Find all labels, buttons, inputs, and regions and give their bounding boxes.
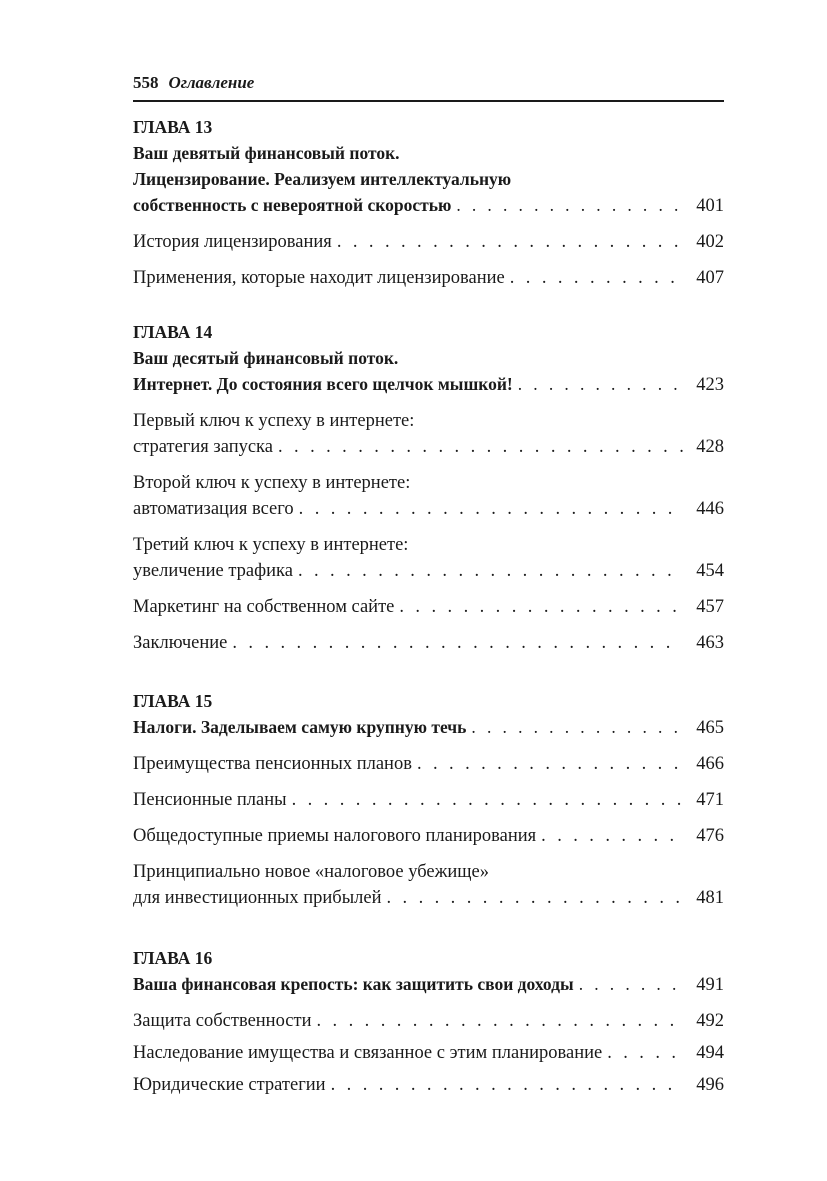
chapter-title [133,345,724,398]
toc-entry-text: История лицензирования [133,232,332,252]
toc-entry-text: Общедоступные приемы налогового планирования [133,826,537,846]
dot-leader [607,1040,683,1066]
toc-entry [133,408,724,460]
toc-page-number: 481 [696,888,724,908]
toc-entry-line: Принципиально новое «налоговое убежище» [133,862,489,882]
toc-entry-text: Применения, которые находит лицензирование [133,268,505,288]
toc-entry [133,1008,724,1034]
dot-leader [518,371,683,397]
toc-entry-line: Первый ключ к успеху в интернете: [133,411,415,431]
toc-page-number: 491 [696,975,724,995]
chapter-title-line: Интернет. До состояния всего щелчок мышкой! [133,374,513,394]
chapter-14 [133,319,724,656]
dot-leader [299,496,683,522]
toc-entry-text: Заключение [133,633,228,653]
toc-page-number: 401 [696,196,724,216]
dot-leader [278,434,683,460]
toc-page-number: 492 [696,1011,724,1031]
chapter-15 [133,688,724,911]
page-number: 558 [133,73,159,92]
toc-entry [133,470,724,522]
toc-page-number: 494 [696,1043,724,1063]
toc-entry [133,594,724,620]
chapter-title [133,140,724,219]
chapter-label: ГЛАВА 13 [133,117,213,137]
toc-entry-text: Маркетинг на собственном сайте [133,597,395,617]
dot-leader [317,1008,684,1034]
toc-entry-text: Пенсионные планы [133,790,287,810]
toc-page-number: 496 [696,1075,724,1095]
toc-entry [133,859,724,911]
toc-page-number: 428 [696,437,724,457]
toc-entry [133,751,724,777]
chapter-title-line: Ваша финансовая крепость: как защитить свои доходы [133,974,574,994]
toc-page-number: 423 [696,375,724,395]
toc-entry-text: Преимущества пенсионных планов [133,754,412,774]
dot-leader [541,823,683,849]
toc-entry [133,1040,724,1066]
dot-leader [331,1072,683,1098]
chapter-title-line: Налоги. Заделываем самую крупную течь [133,717,467,737]
toc-page-number: 476 [696,826,724,846]
toc-entry-text: автоматизация всего [133,499,294,519]
chapter-title-line: Ваш девятый финансовый поток. [133,143,400,163]
toc-entry [133,532,724,584]
chapter-title [133,714,724,741]
chapter-label: ГЛАВА 16 [133,948,213,968]
toc-page-number: 454 [696,561,724,581]
chapter-title [133,971,724,998]
running-header [133,72,724,102]
toc-entry [133,787,724,813]
header-title: Оглавление [168,73,255,92]
toc-entry-text: Защита собственности [133,1011,312,1031]
toc-entry [133,823,724,849]
toc-page-number: 466 [696,754,724,774]
chapter-title-line: Лицензирование. Реализуем интеллектуальную [133,169,512,189]
toc-entry [133,630,724,656]
dot-leader [337,229,683,255]
dot-leader [456,192,683,218]
toc-page-number: 407 [696,268,724,288]
dot-leader [471,714,683,740]
chapter-16 [133,945,724,1098]
toc-entry [133,1072,724,1098]
toc-entry-text: стратегия запуска [133,437,273,457]
dot-leader [399,594,683,620]
chapter-title-line: собственность с невероятной скоростью [133,195,452,215]
dot-leader [386,885,683,911]
toc-page-number: 402 [696,232,724,252]
dot-leader [579,971,683,997]
chapter-label: ГЛАВА 15 [133,691,213,711]
dot-leader [298,558,683,584]
toc-entry [133,265,724,291]
toc-entry-text: Юридические стратегии [133,1075,326,1095]
dot-leader [510,265,683,291]
dot-leader [417,751,683,777]
toc-entry [133,229,724,255]
toc-page-number: 465 [696,718,724,738]
toc-entry-text: для инвестиционных прибылей [133,888,382,908]
toc-page-number: 457 [696,597,724,617]
chapter-label: ГЛАВА 14 [133,322,213,342]
toc-entry-text: увеличение трафика [133,561,293,581]
toc-page-number: 446 [696,499,724,519]
toc-page-number: 471 [696,790,724,810]
toc-page-number: 463 [696,633,724,653]
toc-entry-line: Второй ключ к успеху в интернете: [133,473,411,493]
chapter-13 [133,114,724,291]
toc-entry-line: Третий ключ к успеху в интернете: [133,535,409,555]
dot-leader [232,630,683,656]
toc-entry-text: Наследование имущества и связанное с этим планирование [133,1043,603,1063]
dot-leader [292,787,683,813]
chapter-title-line: Ваш десятый финансовый поток. [133,348,399,368]
